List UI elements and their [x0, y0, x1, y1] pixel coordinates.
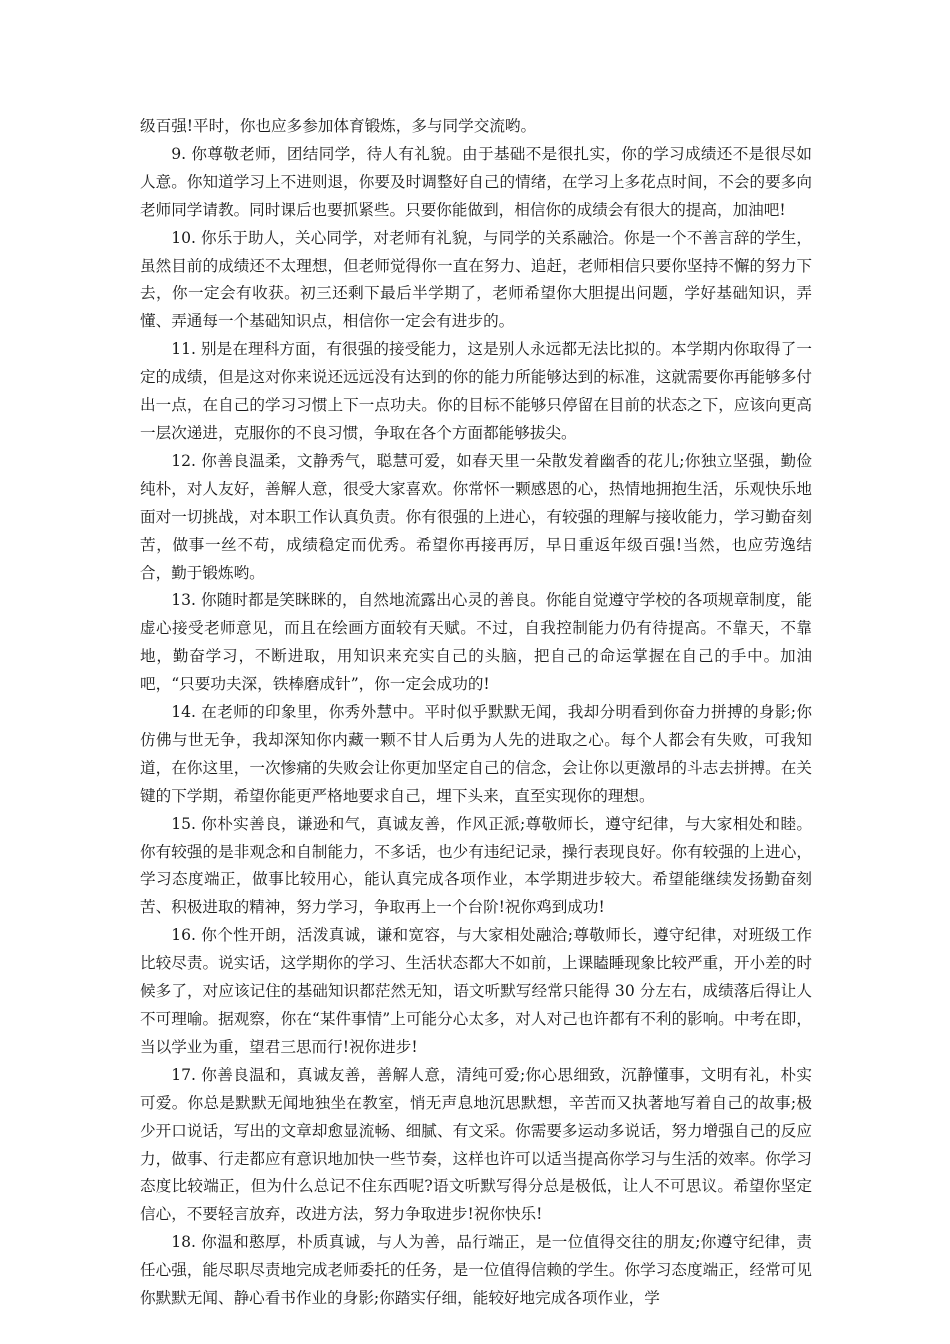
- paragraph-continuation: 级百强!平时，你也应多参加体育锻炼，多与同学交流哟。: [140, 117, 537, 135]
- paragraph-comment-14: 14. 在老师的印象里，你秀外慧中。平时似乎默默无闻，我却分明看到你奋力拼搏的身影;你仿佛与世无争，我却深知你内藏一颗不甘人后勇为人先的进取之心。每个人都会有失败，可我知道，在你这里，一次惨痛的失败会让你更加坚定自己的信念，会让你以更激昂的斗志去拼搏。在关键的下学期，希望你能更严格地要求自己，埋下头来，直至实现你的理想。: [140, 703, 812, 805]
- paragraph-comment-18: 18. 你温和憨厚，朴质真诚，与人为善，品行端正，是一位值得交往的朋友;你遵守纪律，责任心强，能尽职尽责地完成老师委托的任务，是一位值得信赖的学生。你学习态度端正，经常可见你默默无闻、静心看书作业的身影;你踏实仔细，能较好地完成各项作业，学: [140, 1233, 812, 1308]
- paragraph-comment-9: 9. 你尊敬老师，团结同学，待人有礼貌。由于基础不是很扎实，你的学习成绩还不是很尽如人意。你知道学习上不进则退，你要及时调整好自己的情绪，在学习上多花点时间，不会的要多向老师同学请教。同时课后也要抓紧些。只要你能做到，相信你的成绩会有很大的提高，加油吧!: [140, 144, 812, 219]
- paragraph-comment-15: 15. 你朴实善良，谦逊和气，真诚友善，作风正派;尊敬师长，遵守纪律，与大家相处和睦。你有较强的是非观念和自制能力，不多话，也少有违纪记录，操行表现良好。你有较强的上进心，学习态度端正，做事比较用心，能认真完成各项作业，本学期进步较大。希望能继续发扬勤奋刻苦、积极进取的精神，努力学习，争取再上一个台阶!祝你鸡到成功!: [140, 814, 812, 917]
- paragraph-comment-11: 11. 别是在理科方面，有很强的接受能力，这是别人永远都无法比拟的。本学期内你取得了一定的成绩，但是这对你来说还远远没有达到的你的能力所能够达到的标准，这就需要你再能够多付出一点，在自己的学习习惯上下一点功夫。你的目标不能够只停留在目前的状态之下，应该向更高一层次递进，克服你的不良习惯，争取在各个方面都能够拔尖。: [140, 340, 812, 442]
- paragraph-comment-12: 12. 你善良温柔，文静秀气，聪慧可爱，如春天里一朵散发着幽香的花儿;你独立坚强，勤俭纯朴，对人友好，善解人意，很受大家喜欢。你常怀一颗感恩的心，热情地拥抱生活，乐观快乐地面对一切挑战，对本职工作认真负责。你有很强的上进心，有较强的理解与接收能力，学习勤奋刻苦，做事一丝不苟，成绩稳定而优秀。希望你再接再厉，早日重返年级百强!当然，也应劳逸结合，勤于锻炼哟。: [140, 451, 812, 582]
- paragraph-comment-10: 10. 你乐于助人，关心同学，对老师有礼貌，与同学的关系融洽。你是一个不善言辞的学生，虽然目前的成绩还不太理想，但老师觉得你一直在努力、追赶，老师相信只要你坚持不懈的努力下去，你一定会有收获。初三还剩下最后半学期了，老师希望你大胆提出问题，学好基础知识，弄懂、弄通每一个基础知识点，相信你一定会有进步的。: [140, 228, 812, 331]
- document-body: [140, 113, 812, 1313]
- paragraph-comment-13: 13. 你随时都是笑眯眯的，自然地流露出心灵的善良。你能自觉遵守学校的各项规章制度，能虚心接受老师意见，而且在绘画方面较有天赋。不过，自我控制能力仍有待提高。不靠天，不靠地，勤奋学习，不断进取，用知识来充实自己的头脑，把自己的命运掌握在自己的手中。加油吧，“只要功夫深，铁棒磨成针”，你一定会成功的!: [140, 591, 812, 694]
- paragraph-comment-17: 17. 你善良温和，真诚友善，善解人意，清纯可爱;你心思细致，沉静懂事，文明有礼，朴实可爱。你总是默默无闻地独坐在教室，悄无声息地沉思默想，辛苦而又执著地写着自己的故事;极少开口说话，写出的文章却愈显流畅、细腻、有文采。你需要多运动多说话，努力增强自己的反应力，做事、行走都应有意识地加快一些节奏，这样也许可以适当提高你学习与生活的效率。你学习态度比较端正，但为什么总记不住东西呢?语文听默写得分总是极低，让人不可思议。希望你坚定信心，不要轻言放弃，改进方法，努力争取进步!祝你快乐!: [140, 1065, 812, 1224]
- paragraph-comment-16: 16. 你个性开朗，活泼真诚，谦和宽容，与大家相处融洽;尊敬师长，遵守纪律，对班级工作比较尽责。说实话，这学期你的学习、生活状态都大不如前，上课瞌睡现象比较严重，开小差的时候多了，对应该记住的基础知识都茫然无知，语文听默写经常只能得 30 分左右，成绩落后得让人不可理喻。据观察，你在“某件事情”上可能分心太多，对人对己也许都有不利的影响。中考在即，当以学业为重，望君三思而行!祝你进步!: [140, 926, 812, 1056]
